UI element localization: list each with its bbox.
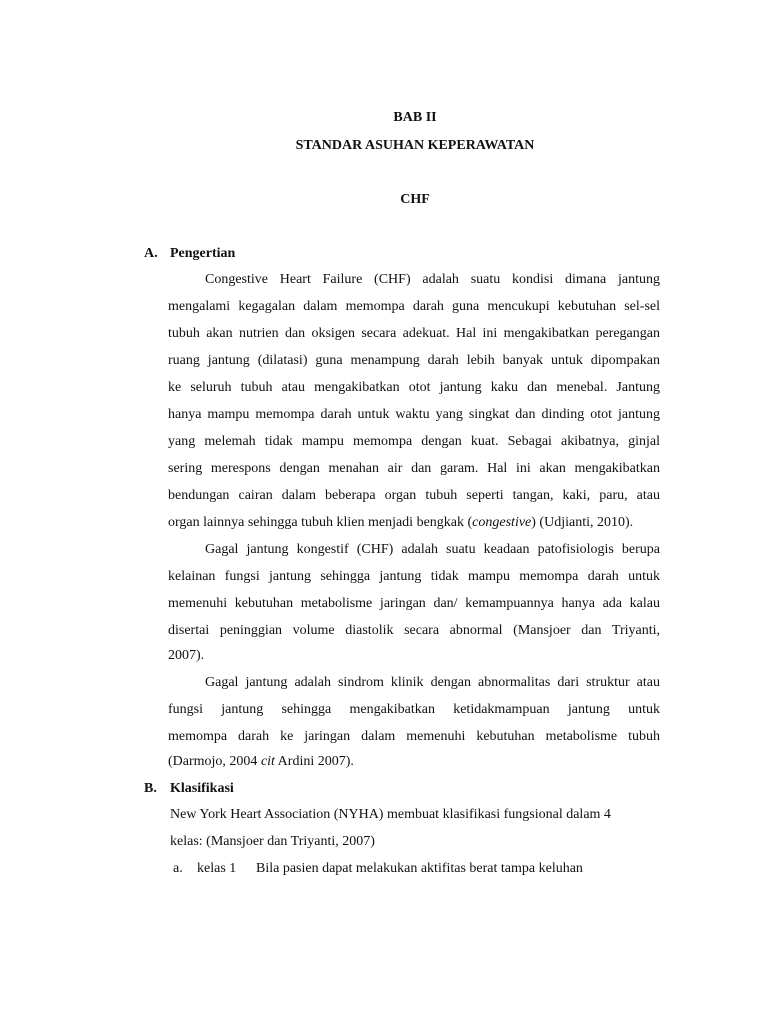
italic-term: congestive [472,515,532,530]
chapter-label: BAB II [393,110,437,125]
paragraph-line: ke seluruh tubuh atau mengakibatkan otot jantung kaku dan menebal. Jantung [168,380,660,395]
paragraph-line: tubuh akan nutrien dan oksigen secara adekuat. Hal ini mengakibatkan peregangan [168,326,660,341]
line-text: ) (Udjianti, 2010). [531,515,634,530]
paragraph-line: 2007). [168,648,205,663]
paragraph-line: ruang jantung (dilatasi) guna menampung darah lebih banyak untuk dipompakan [168,353,660,368]
paragraph-line: disertai peninggian volume diastolik secara abnormal (Mansjoer dan Triyanti, [168,623,660,638]
list-item-class: kelas 1 [197,861,237,876]
line-text: organ lainnya sehingga tubuh klien menjadi bengkak ( [168,515,473,530]
paragraph-line: bendungan cairan dalam beberapa organ tubuh seperti tangan, kaki, paru, atau [168,488,660,503]
paragraph-line [168,753,660,771]
section-a-title: Pengertian [170,246,236,261]
line-text: Ardini 2007). [274,754,354,769]
paragraph-line: fungsi jantung sehingga mengakibatkan ketidakmampuan jantung untuk [168,702,660,717]
paragraph-line: Gagal jantung kongestif (CHF) adalah suatu keadaan patofisiologis berupa [205,542,660,557]
section-b-heading [144,780,234,798]
paragraph-line: mengalami kegagalan dalam memompa darah guna mencukupi kebutuhan sel-sel [168,299,660,314]
paragraph-line: hanya mampu memompa darah untuk waktu yang singkat dan dinding otot jantung [168,407,660,422]
paragraph-line [168,514,660,532]
paragraph-line: Gagal jantung adalah sindrom klinik dengan abnormalitas dari struktur atau [205,675,660,690]
paragraph-line: memenuhi kebutuhan metabolisme jaringan dan/ kemampuannya hanya ada kalau [168,596,660,611]
line-text: (Darmojo, 2004 [168,754,261,769]
paragraph-line: New York Heart Association (NYHA) membuat klasifikasi fungsional dalam 4 [170,807,611,822]
list-item-label: a. [173,861,183,876]
chapter-title: STANDAR ASUHAN KEPERAWATAN [295,138,535,153]
italic-term: cit [260,754,275,769]
list-item [173,860,583,878]
section-b-letter: B. [144,781,157,796]
list-item-text: Bila pasien dapat melakukan aktifitas berat tampa keluhan [256,861,583,876]
section-a-letter: A. [144,246,158,261]
section-a-heading [144,245,235,263]
paragraph-line: Congestive Heart Failure (CHF) adalah suatu kondisi dimana jantung [205,272,660,287]
paragraph-line: memompa darah ke jaringan dalam memenuhi kebutuhan metabolisme tubuh [168,729,660,744]
paragraph-line: kelainan fungsi jantung sehingga jantung tidak mampu memompa darah untuk [168,569,660,584]
section-b-title: Klasifikasi [170,781,234,796]
topic-title: CHF [400,192,430,207]
paragraph-line: kelas: (Mansjoer dan Triyanti, 2007) [170,834,375,849]
paragraph-line: yang melemah tidak mampu memompa dengan kuat. Sebagai akibatnya, ginjal [168,434,660,449]
paragraph-line: sering merespons dengan menahan air dan garam. Hal ini akan mengakibatkan [168,461,660,476]
